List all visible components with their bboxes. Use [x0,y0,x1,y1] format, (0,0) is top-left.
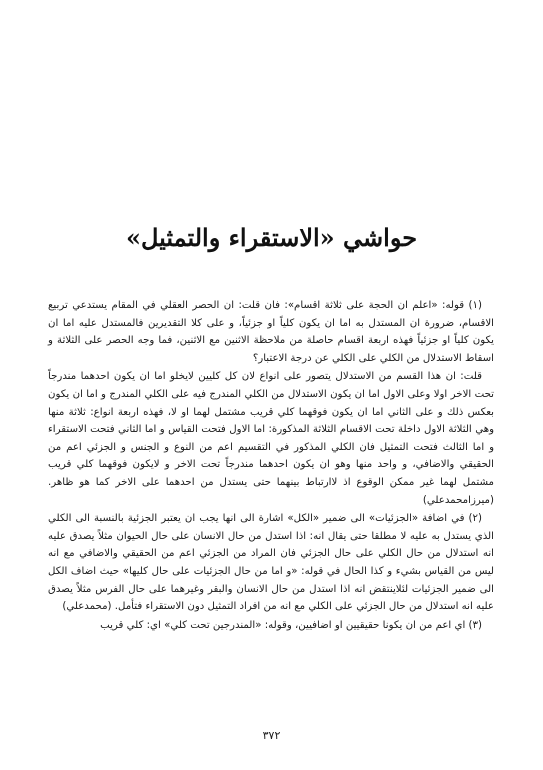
page-number: ٣٧٢ [262,729,281,742]
footnote-2: (٢) في اضافة «الجزئيات» الى ضمير «الكل» اشارة الى انها يجب ان يعتبر الجزئية بالنسبة الى الكلي الذي يستدل به عليه لا مطلقا حتى يقال انه: اذا استدل من حال الانسان على حال الحيوان مثلاً يصدق عليه انه استدلال من حال الكلي على حال الجزئي فان المراد من الجزئي اعم من الحقيقي والاضافي مع انه ليس من القياس بشيء و كذا الحال في قوله: «و اما من حال الجزئيات على حال كليها» حيث اضاف الكل الى ضمير الجزئيات لئلاينتقض انه اذا استدل من حال الانسان والبقر وغيرهما على حال الفرس مثلاً يصدق عليه انه استدلال من حال الجزئي على الكلي مع انه من افراد التمثيل دون الاستقراء فتأمل. (محمدعلي) [48,513,494,613]
footnote-1: (١) قوله: «اعلم ان الحجة على ثلاثة اقسام»: فان قلت: ان الحصر العقلي في المقام يستدعي تربيع الاقسام، ضرورة ان المستدل به اما ان يكون كلياً او جزئياً، و على كلا التقديرين فالمستدل عليه اما ان يكون كلياً او جزئياً فهذه اربعة اقسام حاصلة من ملاحظة الاثنين مع الاثنين، فما وجه الحصر على الثلاثة و اسقاط الاستدلال من الكلي على الكلي عن درجة الاعتبار؟ [48,300,494,364]
footnote-3: (٣) اي اعم من ان يكونا حقيقيين او اضافيين، وقوله: «المندرجين تحت كلي» اي: كلي قريب [100,619,482,631]
page-title: حواشي «الاستقراء والتمثيل» [125,223,418,252]
footnotes-body [48,297,494,634]
footnote-1-continued: قلت: ان هذا القسم من الاستدلال يتصور على انواع لان كل كليين لايخلو اما ان يكون احدهما مندرجاً تحت الاخر اولا وعلى الاول اما ان يكون الاستدلال من الكلي المندرج فيه على الكلي المندرج و اما ان يكون بعكس ذلك و على الثاني اما ان يكون فوقهما كلي قريب مشتمل لهما او لا، فهذه اربعة انواع: ثلاثة منها وهي الثلاثة الاول داخلة تحت الاقسام الثلاثة المذكورة: اما الاول فتحت القياس و اما الثاني فتحت الاستقراء و اما الثالث فتحت التمثيل فان الكلي المذكور في التقسيم اعم من النوع و الجنس و الجزئي اعم من الحقيقي والاضافي، و واحد منها وهو ان يكون احدهما مندرجاً تحت الاخر و لايكون فوقهما كلي قريب مشتمل لهما غير ممكن الوقوع اذ لاارتباط بينهما حتى يستدل من احدهما على الاخر كما هو ظاهر. (ميرزامحمدعلي) [48,371,494,506]
